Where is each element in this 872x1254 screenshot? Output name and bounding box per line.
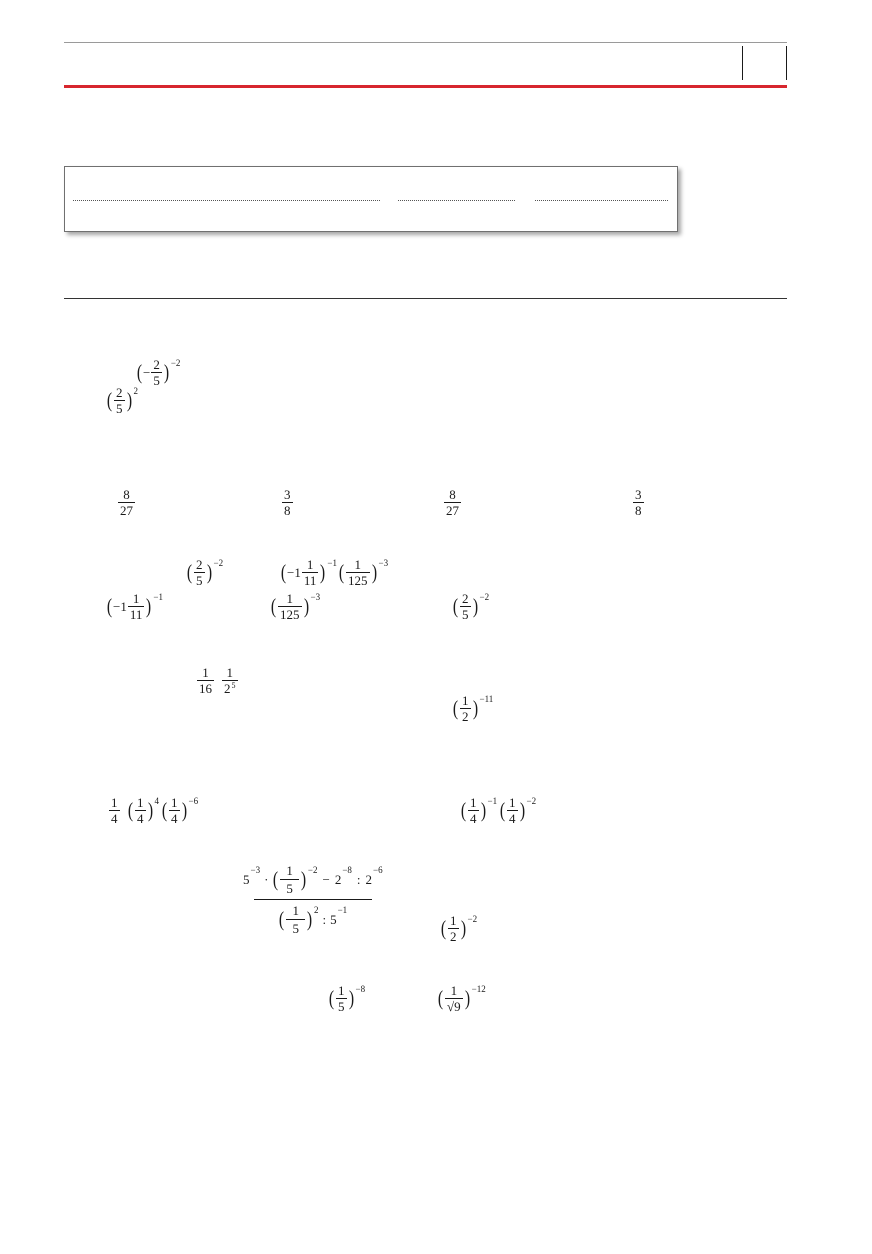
paren-close: ) (181, 798, 187, 822)
numerator: 1 (202, 665, 209, 680)
denominator-value: 2 (224, 681, 231, 696)
numerator: 2 (462, 591, 469, 606)
math-expression (108, 796, 121, 825)
denominator-value: 4 (509, 811, 516, 826)
numerator: 1 (462, 693, 469, 708)
term-exponent: −8 (342, 865, 352, 875)
exponent: −6 (188, 796, 199, 806)
exponent: −1 (327, 558, 337, 568)
paren-open: ( (437, 986, 444, 1010)
paren-close: ) (147, 798, 153, 822)
exponent: −1 (153, 592, 163, 602)
paren-open: ( (270, 594, 277, 618)
fraction (282, 488, 293, 517)
mixed-whole: −1 (113, 599, 127, 614)
math-expression (280, 558, 337, 587)
math-expression (136, 358, 180, 387)
term-base: 2 (365, 872, 373, 887)
paren-open: ( (452, 696, 459, 720)
denominator-value: 2 (462, 709, 469, 724)
numerator: 3 (635, 487, 642, 502)
exponent: −2 (526, 796, 537, 806)
paren-close: ) (472, 594, 478, 618)
paren-open: ( (452, 594, 459, 618)
compound-expression (236, 860, 390, 939)
fraction (448, 914, 459, 943)
paren-close: ) (206, 560, 212, 584)
numerator: 1 (450, 983, 458, 998)
fraction (444, 488, 461, 517)
denominator (109, 810, 120, 825)
denominator (278, 606, 302, 621)
term-base: 5 (330, 912, 337, 927)
paren-open: ( (279, 907, 285, 931)
numerator: 1 (354, 557, 361, 572)
math-expression (161, 796, 198, 825)
paren-open: ( (161, 798, 168, 822)
denominator-value: 5 (116, 401, 123, 416)
fraction (445, 984, 463, 1013)
denominator (460, 708, 471, 723)
denominator-value: 2 (450, 929, 457, 944)
class-field-line[interactable] (398, 200, 515, 201)
denominator (128, 606, 145, 621)
name-field-line[interactable] (73, 200, 380, 201)
denominator-value: 11 (129, 607, 143, 622)
exponent: −2 (479, 592, 490, 602)
exponent: −3 (310, 592, 321, 602)
fraction (280, 862, 299, 897)
math-expression (117, 488, 136, 517)
paren-close: ) (126, 388, 132, 412)
paren-close: ) (472, 696, 478, 720)
math-expression (221, 666, 239, 695)
term-exponent: −1 (337, 905, 348, 915)
paren-close: ) (348, 986, 354, 1010)
sqrt-icon: √ (447, 999, 455, 1014)
fraction (468, 796, 479, 825)
math-expression (186, 558, 223, 587)
denominator-value: 5 (462, 607, 469, 622)
denominator (135, 810, 146, 825)
operator: − (322, 872, 330, 887)
exponent: −11 (479, 694, 494, 704)
math-expression (281, 488, 294, 517)
numerator: 1 (137, 795, 144, 810)
paren-close: ) (460, 916, 466, 940)
numerator: 2 (153, 357, 160, 372)
paren-open: ( (136, 360, 143, 384)
paren-open: ( (106, 594, 113, 618)
fraction (114, 386, 125, 415)
fraction (286, 902, 305, 937)
paren-close: ) (320, 560, 326, 584)
math-expression (196, 666, 215, 695)
denominator: 5 (280, 879, 299, 897)
math-expression (437, 984, 486, 1013)
denominator-value: 4 (470, 811, 477, 826)
fraction (460, 694, 471, 723)
math-expression (338, 558, 388, 587)
denominator (169, 810, 180, 825)
paren-close: ) (371, 560, 377, 584)
numerator: 8 (123, 487, 130, 502)
numerator: 2 (116, 385, 123, 400)
fraction (128, 592, 145, 621)
denominator (302, 572, 319, 587)
paren-close: ) (300, 867, 307, 891)
page-number-divider-right (786, 46, 787, 80)
denominator-value: 5 (196, 573, 203, 588)
section-rule (64, 298, 787, 299)
numerator: 1 (286, 863, 293, 878)
denominator: 5 (286, 919, 305, 937)
numerator: 3 (284, 487, 291, 502)
paren-open: ( (499, 798, 506, 822)
denominator (460, 606, 471, 621)
numerator: 1 (226, 665, 233, 680)
paren-open: ( (186, 560, 193, 584)
fraction (222, 666, 238, 695)
math-expression (632, 488, 645, 517)
numerator: 1 (509, 795, 516, 810)
exponent: 2 (133, 386, 138, 396)
paren-close: ) (146, 594, 152, 618)
paren-close: ) (306, 907, 313, 931)
math-expression (452, 694, 493, 723)
fraction (194, 558, 205, 587)
student-info-box (64, 166, 678, 232)
denominator (444, 502, 461, 517)
denominator (222, 680, 238, 695)
paren-close: ) (163, 360, 169, 384)
denominator (448, 928, 459, 943)
operator: : (322, 912, 327, 927)
math-expression (460, 796, 497, 825)
paren-open: ( (460, 798, 467, 822)
denominator (445, 998, 463, 1013)
math-expression (499, 796, 536, 825)
fraction (507, 796, 518, 825)
exponent: −2 (213, 558, 224, 568)
fraction (633, 488, 644, 517)
denominator-value: 4 (111, 811, 118, 826)
math-expression (452, 592, 489, 621)
paren-close: ) (303, 594, 309, 618)
numerator: 1 (292, 903, 299, 918)
numerator: 1 (306, 557, 314, 572)
math-expression (440, 914, 477, 943)
numerator: 1 (111, 795, 118, 810)
fraction (169, 796, 180, 825)
term-exponent: −2 (307, 865, 318, 875)
math-expression (106, 386, 138, 415)
exponent: −8 (355, 984, 366, 994)
compound-fraction (237, 860, 389, 939)
sign: − (143, 365, 151, 380)
term-exponent: −3 (250, 865, 261, 875)
math-expression (270, 592, 320, 621)
term-exponent: 2 (313, 905, 319, 915)
paren-open: ( (127, 798, 134, 822)
header-rule (64, 42, 787, 43)
fraction (151, 358, 162, 387)
mixed-whole: −1 (287, 565, 301, 580)
paren-close: ) (519, 798, 525, 822)
denominator-value: 27 (446, 503, 459, 518)
fraction (460, 592, 471, 621)
fraction (336, 984, 347, 1013)
operator: : (356, 872, 361, 887)
paren-open: ( (328, 986, 335, 1010)
numerator: 1 (286, 591, 293, 606)
paren-close: ) (480, 798, 486, 822)
math-expression (443, 488, 462, 517)
denominator (151, 372, 162, 387)
numerator: 8 (449, 487, 456, 502)
denominator (114, 400, 125, 415)
compound-denominator (254, 899, 372, 939)
denominator (194, 572, 205, 587)
term-exponent: −6 (373, 865, 383, 875)
denominator-value: 16 (199, 681, 212, 696)
denominator-value: 5 (338, 999, 345, 1014)
paren-open: ( (280, 560, 287, 584)
numerator: 1 (450, 913, 457, 928)
exponent: −2 (170, 358, 181, 368)
denominator (346, 572, 370, 587)
paren-open: ( (440, 916, 447, 940)
fraction (109, 796, 120, 825)
radicand: 9 (454, 999, 461, 1014)
paren-open: ( (106, 388, 113, 412)
denominator-value: 8 (284, 503, 291, 518)
denominator (197, 680, 214, 695)
fraction (135, 796, 146, 825)
fraction (197, 666, 214, 695)
exponent: −1 (487, 796, 498, 806)
denominator (468, 810, 479, 825)
math-expression (127, 796, 159, 825)
numerator: 1 (171, 795, 178, 810)
exponent: −3 (378, 558, 389, 568)
paren-open: ( (273, 867, 279, 891)
numerator: 1 (132, 591, 140, 606)
exponent: −2 (467, 914, 478, 924)
operator: · (264, 872, 269, 887)
date-field-line[interactable] (535, 200, 668, 201)
fraction (302, 558, 319, 587)
numerator: 2 (196, 557, 203, 572)
math-expression (106, 592, 163, 621)
denominator (282, 502, 293, 517)
denominator-exponent: 5 (231, 681, 236, 690)
denominator (336, 998, 347, 1013)
paren-open: ( (338, 560, 345, 584)
denominator-value: 27 (120, 503, 133, 518)
numerator: 1 (338, 983, 345, 998)
page-number-divider-left (742, 46, 743, 80)
denominator (118, 502, 135, 517)
denominator-value: 125 (348, 573, 368, 588)
denominator-value: 8 (635, 503, 642, 518)
term-base: 2 (334, 872, 342, 887)
fraction (278, 592, 302, 621)
paren-close: ) (464, 986, 470, 1010)
denominator-value: 5 (153, 373, 160, 388)
exponent: 4 (154, 796, 159, 806)
denominator (507, 810, 518, 825)
denominator (633, 502, 644, 517)
term-base: 5 (243, 872, 250, 887)
header-accent-rule (64, 85, 787, 88)
math-expression (328, 984, 365, 1013)
fraction (346, 558, 370, 587)
compound-numerator (237, 860, 389, 899)
denominator-value: 125 (280, 607, 300, 622)
denominator-value: 4 (137, 811, 144, 826)
numerator: 1 (470, 795, 477, 810)
denominator-value: 11 (303, 573, 317, 588)
denominator-value: 4 (171, 811, 178, 826)
fraction (118, 488, 135, 517)
exponent: −12 (471, 984, 486, 994)
